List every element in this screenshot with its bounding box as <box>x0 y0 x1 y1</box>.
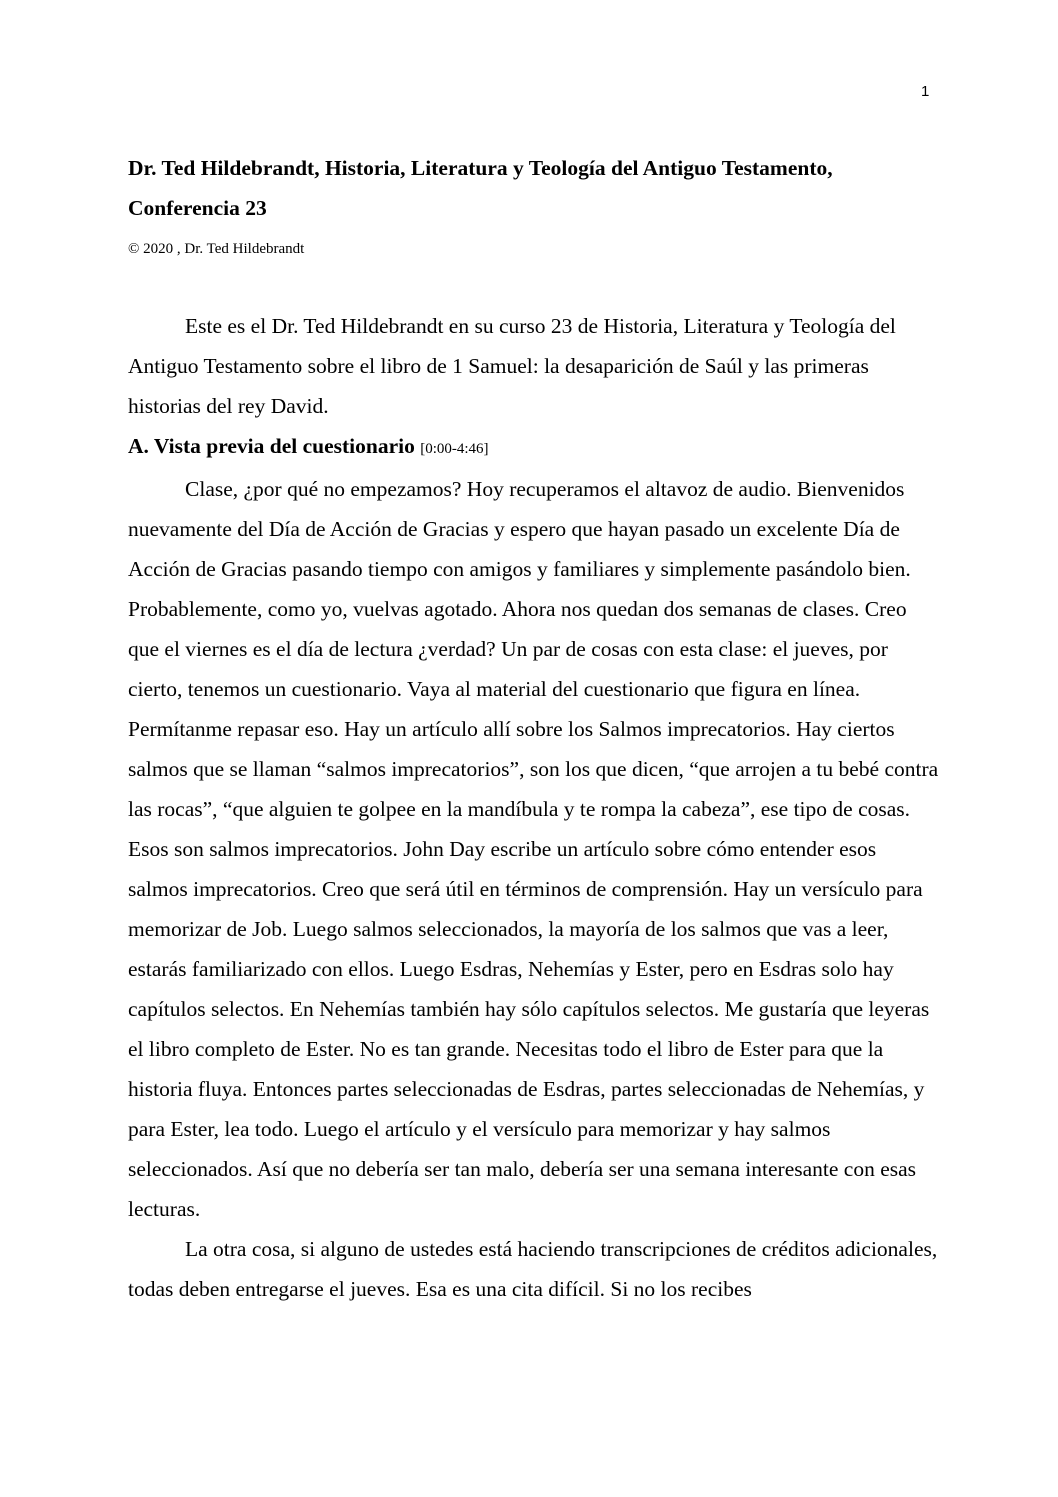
body-paragraph-2: La otra cosa, si alguno de ustedes está haciendo transcripciones de créditos adicionales, todas deben entregarse el jueves. Esa es una cita difícil. Si no los recibes <box>128 1237 938 1301</box>
page-number: 1 <box>921 83 930 100</box>
body-paragraph-1: Clase, ¿por qué no empezamos? Hoy recuperamos el altavoz de audio. Bienvenidos nuevamente del Día de Acción de Gracias y espero que hayan pasado un excelente Día de Acción de Gracias pasando tiempo con amigos y familiares y simplemente pasándolo bien. Probablemente, como yo, vuelvas agotado. Ahora nos quedan dos semanas de clases. Creo que el viernes es el día de lectura ¿verdad? Un par de cosas con esta clase: el jueves, por cierto, tenemos un cuestionario. Vaya al material del cuestionario que figura en línea. Permítanme repasar eso. Hay un artículo allí sobre los Salmos imprecatorios. Hay ciertos salmos que se llaman “salmos imprecatorios”, son los que dicen, “que arrojen a tu bebé contra las rocas”, “que alguien te golpee en la mandíbula y te rompa la cabeza”, ese tipo de cosas. Esos son salmos imprecatorios. John Day escribe un artículo sobre cómo entender esos salmos imprecatorios. Creo que será útil en términos de comprensión. Hay un versículo para memorizar de Job. Luego salmos seleccionados, la mayoría de los salmos que vas a leer, estarás familiarizado con ellos. Luego Esdras, Nehemías y Ester, pero en Esdras solo hay capítulos selectos. En Nehemías también hay sólo capítulos selectos. Me gustaría que leyeras el libro completo de Ester. No es tan grande. Necesitas todo el libro de Ester para que la historia fluya. Entonces partes seleccionadas de Esdras, partes seleccionadas de Nehemías, y para Ester, lea todo. Luego el artículo y el versículo para memorizar y hay salmos seleccionados. Así que no debería ser tan malo, debería ser una semana interesante con esas lecturas. <box>128 477 939 1221</box>
section-timestamp: [0:00-4:46] <box>420 441 489 457</box>
intro-paragraph: Este es el Dr. Ted Hildebrandt en su curso 23 de Historia, Literatura y Teología del Antiguo Testamento sobre el libro de 1 Samuel: la desaparición de Saúl y las primeras historias del rey David. <box>128 314 896 418</box>
document-title: Dr. Ted Hildebrandt, Historia, Literatura y Teología del Antiguo Testamento, Conferencia 23 <box>128 156 833 220</box>
section-heading-a <box>128 426 940 469</box>
copyright-line: © 2020 , Dr. Ted Hildebrandt <box>128 241 305 257</box>
section-heading-text: A. Vista previa del cuestionario <box>128 434 415 458</box>
document-body <box>128 306 940 1309</box>
